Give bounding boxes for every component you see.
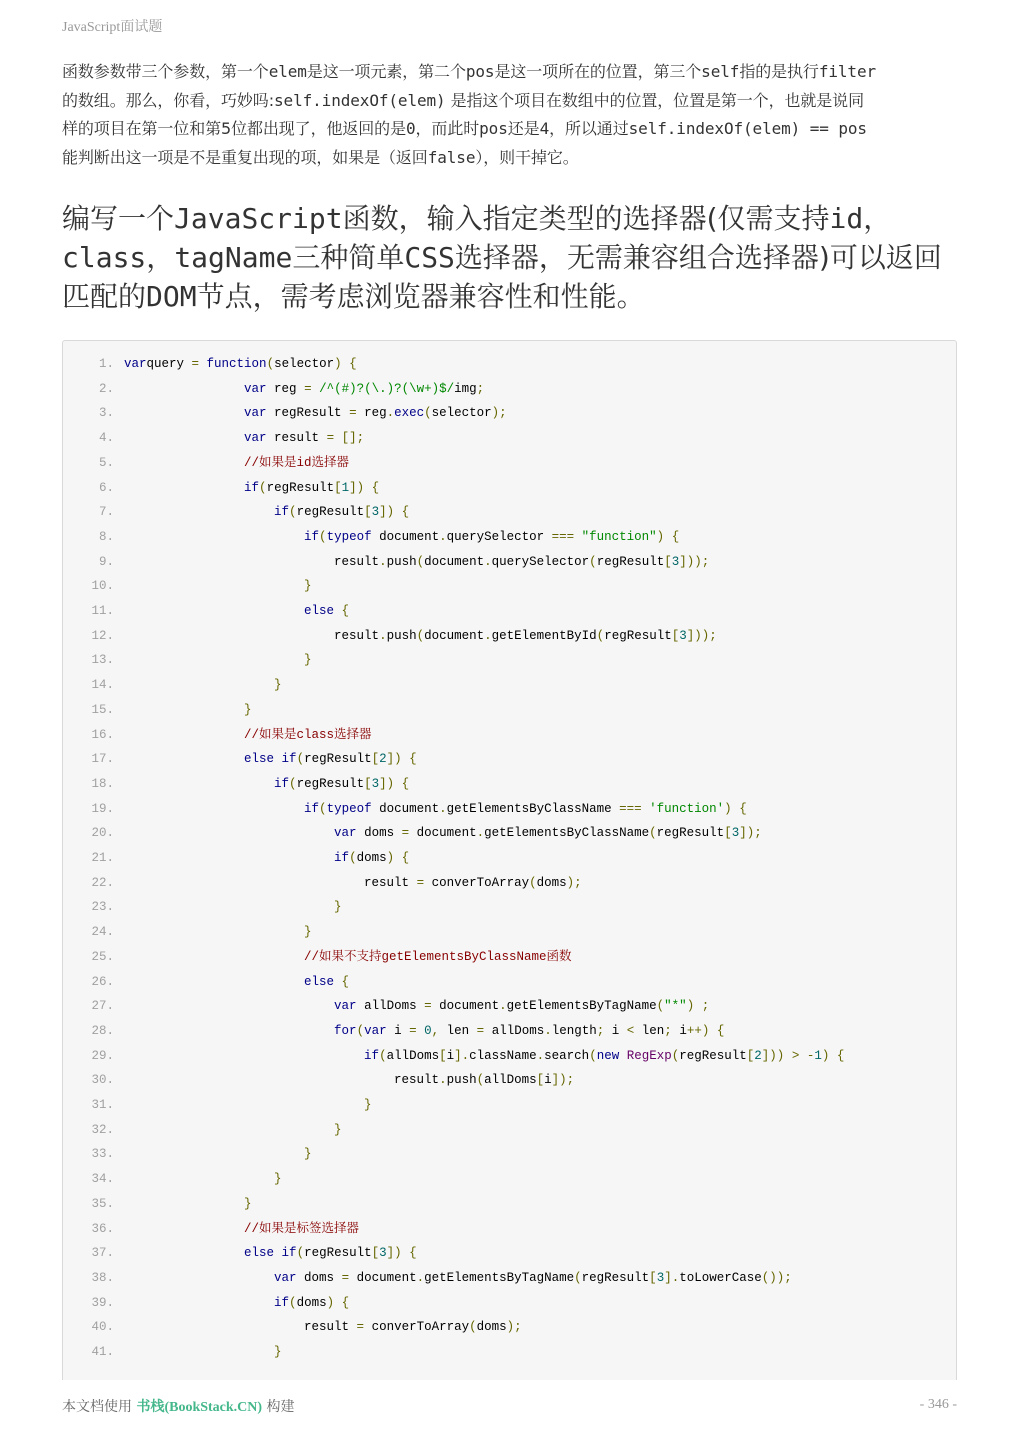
code-block[interactable] xyxy=(62,340,957,1380)
code-text: result = converToArray(doms); xyxy=(364,875,582,890)
line-number: 21. xyxy=(91,851,114,865)
line-number: 27. xyxy=(91,999,114,1014)
line-number: 17. xyxy=(91,752,114,767)
line-number: 12. xyxy=(91,628,114,643)
code-text: var result = []; xyxy=(244,431,365,446)
code-text: //如果是id选择器 xyxy=(244,455,350,470)
line-number: 9. xyxy=(98,554,114,569)
code-text: } xyxy=(244,702,252,717)
code-text: } xyxy=(364,1098,372,1112)
line-number: 24. xyxy=(91,925,114,940)
code-text: result.push(document.getElementById(regResult[3])); xyxy=(334,628,717,643)
code-text: } xyxy=(304,925,312,940)
line-number: 35. xyxy=(91,1196,114,1211)
code-text: var doms = document.getElementsByClassName(regResult[3]); xyxy=(334,826,762,841)
line-number: 13. xyxy=(91,653,114,668)
line-number: 32. xyxy=(91,1122,114,1137)
code-text: var reg = /^(#)?(\.)?(\w+)$/img; xyxy=(244,381,485,396)
explanation-paragraph xyxy=(62,58,952,172)
code-text: } xyxy=(304,653,312,668)
code-text: //如果是class选择器 xyxy=(244,727,372,742)
line-number: 29. xyxy=(91,1048,114,1063)
running-header: JavaScript面试题 xyxy=(62,20,163,35)
code-text: if(regResult[1]) { xyxy=(244,480,380,495)
code-text: result.push(document.querySelector(regResult[3])); xyxy=(334,554,710,569)
code-text: //如果不支持getElementsByClassName函数 xyxy=(304,949,572,964)
line-number: 16. xyxy=(91,727,114,742)
code-text: else { xyxy=(304,604,350,618)
line-number: 11. xyxy=(91,604,114,618)
line-number: 37. xyxy=(91,1246,114,1261)
line-number: 3. xyxy=(98,406,114,421)
line-number: 1. xyxy=(98,357,114,371)
heading-line: 编写一个JavaScript函数，输入指定类型的选择器(仅需支持id， xyxy=(62,202,892,235)
code-text: if(typeof document.querySelector === "function") { xyxy=(304,529,680,544)
code-text: if(doms) { xyxy=(334,851,410,865)
code-text: if(doms) { xyxy=(274,1295,350,1310)
heading-line: 匹配的DOM节点，需考虑浏览器兼容性和性能。 xyxy=(62,280,645,313)
line-number: 20. xyxy=(91,826,114,841)
line-number: 31. xyxy=(91,1098,114,1112)
bookstack-link[interactable]: 书栈(BookStack.CN) xyxy=(136,1400,263,1415)
code-text: } xyxy=(334,900,342,915)
line-number: 22. xyxy=(91,875,114,890)
line-number: 40. xyxy=(91,1320,114,1335)
line-number: 39. xyxy=(91,1295,114,1310)
line-number: 23. xyxy=(91,900,114,915)
line-number: 30. xyxy=(91,1073,114,1088)
line-number: 18. xyxy=(91,776,114,791)
code-text: } xyxy=(274,1172,282,1187)
line-number: 6. xyxy=(98,480,114,495)
code-text: result.push(allDoms[i]); xyxy=(394,1073,575,1088)
code-text: var regResult = reg.exec(selector); xyxy=(244,406,507,421)
code-text: } xyxy=(274,1345,282,1359)
heading-line: class，tagName三种简单CSS选择器，无需兼容组合选择器)可以返回 xyxy=(62,241,942,274)
line-number: 26. xyxy=(91,974,114,989)
code-text: } xyxy=(244,1196,252,1211)
line-number: 41. xyxy=(91,1345,114,1359)
line-number: 28. xyxy=(91,1023,114,1038)
line-number: 14. xyxy=(91,678,114,693)
line-number: 38. xyxy=(91,1270,114,1285)
code-text: for(var i = 0, len = allDoms.length; i < len; i++) { xyxy=(334,1023,725,1038)
code-text: if(allDoms[i].className.search(new RegExp(regResult[2])) > -1) { xyxy=(364,1048,845,1063)
line-number: 19. xyxy=(91,801,114,816)
paragraph-line: 函数参数带三个参数，第一个elem是这一项元素，第二个pos是这一项所在的位置，第三个self指的是执行filter xyxy=(62,62,877,81)
code-text: if(typeof document.getElementsByClassName === 'function') { xyxy=(304,801,747,816)
line-number: 25. xyxy=(91,949,114,964)
code-text: } xyxy=(304,579,312,594)
code-text: if(regResult[3]) { xyxy=(274,505,410,520)
code-text: var doms = document.getElementsByTagName(regResult[3].toLowerCase()); xyxy=(274,1270,792,1285)
paragraph-line: 样的项目在第一位和第5位都出现了，他返回的是0，而此时pos还是4，所以通过self.indexOf(elem) == pos xyxy=(62,119,867,138)
code-text: result = converToArray(doms); xyxy=(304,1320,522,1335)
line-number: 10. xyxy=(91,579,114,594)
code-text: } xyxy=(304,1147,312,1162)
line-number: 34. xyxy=(91,1172,114,1187)
page-number: - 346 - xyxy=(919,1397,957,1412)
paragraph-line: 的数组。那么，你看，巧妙吗:self.indexOf(elem) 是指这个项目在数组中的位置，位置是第一个，也就是说同 xyxy=(62,90,864,110)
line-number: 7. xyxy=(98,505,114,520)
code-text: varquery = function(selector) { xyxy=(124,357,357,371)
paragraph-line: 能判断出这一项是不是重复出现的项，如果是（返回false），则干掉它。 xyxy=(62,147,579,167)
line-number: 4. xyxy=(98,431,114,446)
line-number: 15. xyxy=(91,702,114,717)
code-text: if(regResult[3]) { xyxy=(274,776,410,791)
line-number: 5. xyxy=(98,455,114,470)
code-text: else if(regResult[2]) { xyxy=(244,752,417,767)
line-number: 33. xyxy=(91,1147,114,1162)
question-heading xyxy=(62,199,962,316)
footer-credit: 本文档使用 书栈(BookStack.CN) 构建 xyxy=(62,1399,295,1415)
line-number: 36. xyxy=(91,1221,114,1236)
code-text: } xyxy=(334,1122,342,1137)
code-text: } xyxy=(274,678,282,693)
code-text: else { xyxy=(304,974,350,989)
code-text: var allDoms = document.getElementsByTagName("*") ; xyxy=(334,999,710,1014)
code-text: //如果是标签选择器 xyxy=(244,1221,360,1236)
line-number: 8. xyxy=(98,529,114,544)
code-text: else if(regResult[3]) { xyxy=(244,1246,417,1261)
line-number: 2. xyxy=(98,381,114,396)
